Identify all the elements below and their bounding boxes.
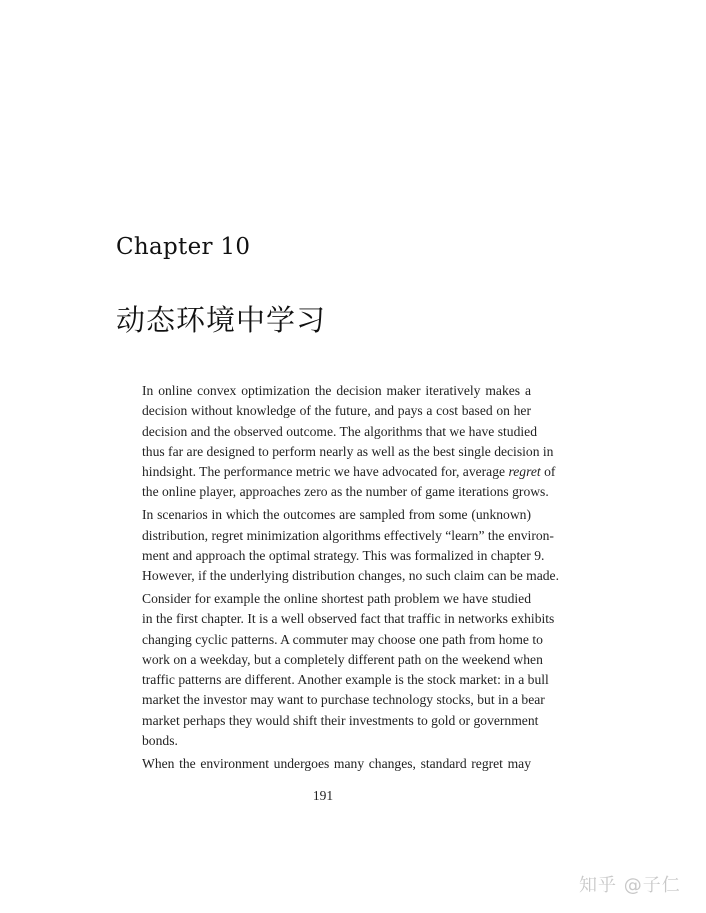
chapter-body bbox=[116, 381, 559, 777]
text-line: decision without knowledge of the future, and pays a cost based on her bbox=[142, 403, 531, 419]
text-line: decision and the observed outcome. The algorithms that we have studied bbox=[142, 423, 537, 439]
paragraph-1 bbox=[116, 381, 556, 503]
text-line: ment and approach the optimal strategy. This was formalized in chapter 9. bbox=[142, 547, 545, 563]
text-line: However, if the underlying distribution changes, no such claim can be made. bbox=[142, 568, 559, 584]
text-line: In online convex optimization the decision maker iteratively makes a bbox=[142, 383, 531, 398]
chapter-title: 动态环境中学习 bbox=[116, 303, 327, 337]
page-number: 191 bbox=[312, 788, 334, 803]
watermark: 知乎 @子仁 bbox=[579, 875, 681, 896]
text-line: changing cyclic patterns. A commuter may choose one path from home to bbox=[142, 631, 543, 647]
emphasis-regret: regret bbox=[508, 464, 541, 480]
text-line: work on a weekday, but a completely different path on the weekend when bbox=[142, 651, 543, 667]
text-line: in the first chapter. It is a well observed fact that traffic in networks exhibits bbox=[142, 611, 555, 627]
paragraph-2 bbox=[116, 505, 559, 586]
paragraph-3 bbox=[116, 589, 555, 751]
text-line: market the investor may want to purchase technology stocks, but in a bear bbox=[142, 692, 545, 708]
paragraph-4 bbox=[116, 754, 531, 774]
text-line: the online player, approaches zero as the number of game iterations grows. bbox=[142, 484, 549, 500]
text-line: Consider for example the online shortest path problem we have studied bbox=[142, 590, 531, 606]
text-line: traffic patterns are different. Another example is the stock market: in a bull bbox=[142, 672, 549, 688]
text-line: In scenarios in which the outcomes are sampled from some (unknown) bbox=[142, 507, 531, 523]
chapter-number: Chapter 10 bbox=[116, 234, 251, 260]
text-line: thus far are designed to perform nearly as well as the best single decision in bbox=[142, 443, 554, 459]
text-segment: of bbox=[540, 464, 556, 480]
text-segment: hindsight. The performance metric we have advocated for, average bbox=[142, 464, 509, 480]
text-line: market perhaps they would shift their investments to gold or government bbox=[142, 712, 539, 728]
text-line bbox=[116, 462, 556, 482]
text-line: When the environment undergoes many changes, standard regret may bbox=[142, 755, 531, 771]
text-line: bonds. bbox=[142, 733, 178, 749]
text-line: distribution, regret minimization algorithms effectively “learn” the environ- bbox=[142, 527, 554, 543]
